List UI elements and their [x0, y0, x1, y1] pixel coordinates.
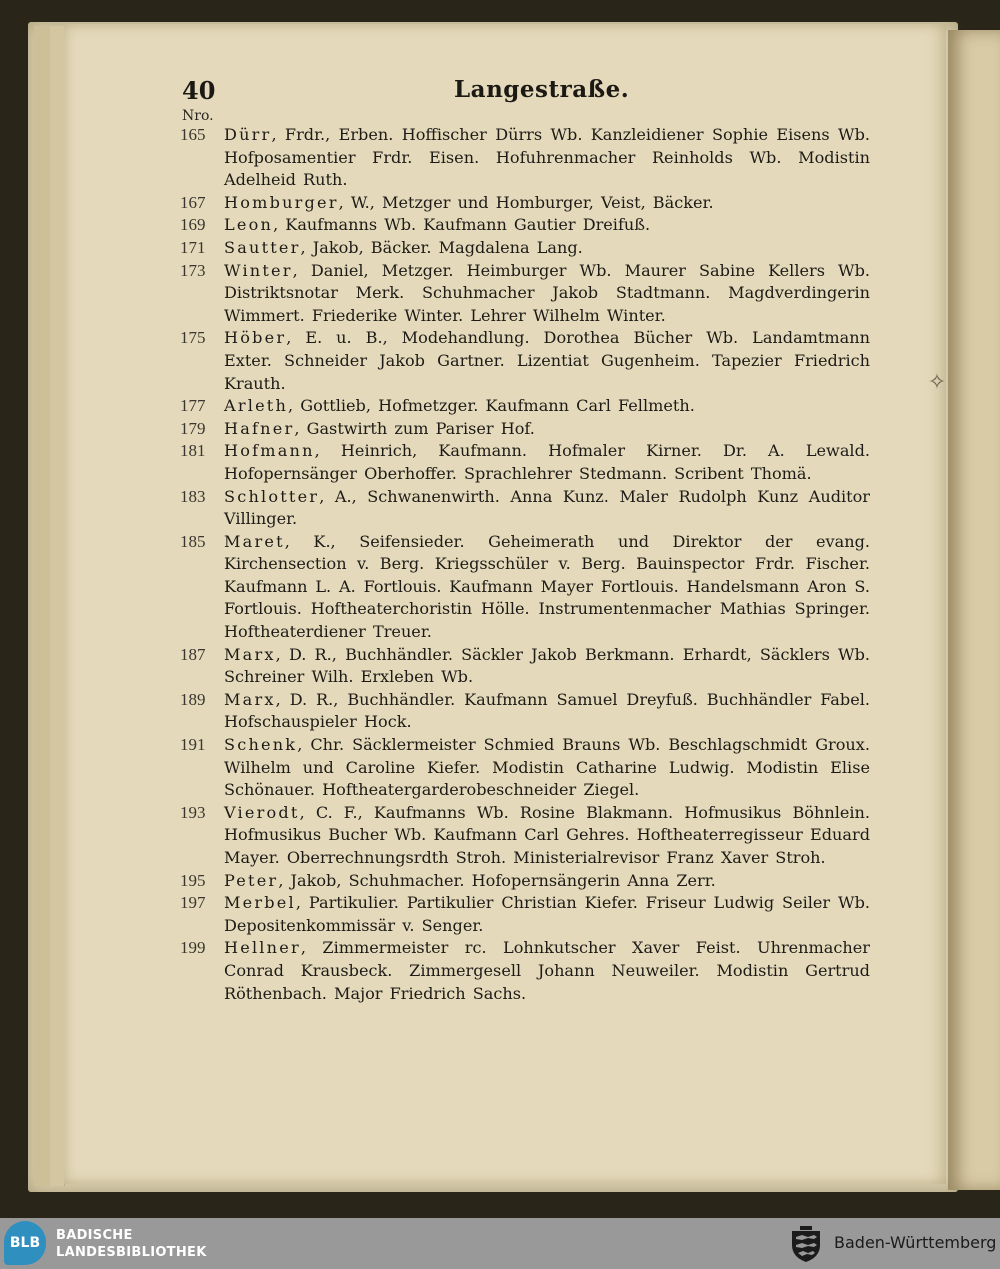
list-item [180, 644, 870, 689]
owner-name: Hofmann [224, 441, 315, 461]
house-number: 185 [180, 531, 206, 551]
owner-name: Peter [224, 870, 279, 890]
paper-mark: ✧ [927, 370, 947, 395]
house-number: 179 [180, 418, 206, 438]
resident-text [224, 237, 870, 260]
resident-list: , C. F., Kaufmanns Wb. Rosine Blakmann. Hofmusikus Böhnlein. Hofmusikus Bucher Wb. Kaufmann Carl Gehres. Hoftheaterregisseur Eduard Mayer. Oberrechnungsrdth Stroh. Ministerialrevisor Franz Xaver Stroh. [224, 802, 870, 867]
owner-name: Höber [224, 328, 287, 348]
list-item [180, 802, 870, 870]
resident-text [224, 734, 870, 802]
list-item [180, 440, 870, 485]
list-item [180, 937, 870, 1005]
page-edge [50, 26, 65, 1186]
owner-name: Marx [224, 689, 276, 709]
page-title: Langestraße. [454, 76, 630, 103]
resident-text [224, 327, 870, 395]
house-number: 175 [180, 328, 206, 348]
list-item [180, 260, 870, 328]
owner-name: Arleth [224, 396, 289, 416]
house-number: 171 [180, 237, 206, 257]
resident-list: , Daniel, Metzger. Heimburger Wb. Maurer Sabine Kellers Wb. Distriktsnotar Merk. Schuhmacher Jakob Stadtmann. Magdverdingerin Wimmert. Friederike Winter. Lehrer Wilhelm Winter. [224, 260, 870, 325]
list-item [180, 531, 870, 644]
resident-text [224, 937, 870, 1005]
house-number: 173 [180, 260, 206, 280]
owner-name: Dürr [224, 125, 272, 144]
house-number: 191 [180, 735, 206, 755]
library-name-line2: LANDESBIBLIOTHEK [56, 1245, 207, 1260]
list-item [180, 892, 870, 937]
resident-list: , Gastwirth zum Pariser Hof. [294, 418, 535, 438]
resident-text [224, 802, 870, 870]
owner-name: Schenk [224, 735, 298, 755]
resident-list: , D. R., Buchhändler. Kaufmann Samuel Dreyfuß. Buchhändler Fabel. Hofschauspieler Hock. [224, 689, 870, 732]
list-item [180, 192, 870, 215]
list-item [180, 327, 870, 395]
resident-text [224, 260, 870, 328]
owner-name: Sautter [224, 237, 301, 257]
resident-text [224, 214, 870, 237]
resident-text [224, 486, 870, 531]
resident-text [224, 440, 870, 485]
owner-name: Leon [224, 215, 274, 235]
page-header [182, 76, 862, 110]
resident-text [224, 689, 870, 734]
house-number: 165 [180, 125, 206, 144]
resident-list: , E. u. B., Modehandlung. Dorothea Bücher Wb. Landamtmann Exter. Schneider Jakob Gartner. Lizentiat Gugenheim. Tapezier Friedrich Krauth. [224, 328, 870, 393]
resident-list: , Gottlieb, Hofmetzger. Kaufmann Carl Fellmeth. [288, 396, 695, 416]
resident-text [224, 644, 870, 689]
owner-name: Maret [224, 531, 285, 551]
resident-list: , Zimmermeister rc. Lohnkutscher Xaver Feist. Uhrenmacher Conrad Krausbeck. Zimmergesell Johann Neuweiler. Modistin Gertrud Röthenbach. Major Friedrich Sachs. [224, 938, 870, 1003]
owner-name: Schlotter [224, 486, 320, 506]
list-item [180, 124, 870, 192]
house-number: 183 [180, 486, 206, 506]
house-number: 195 [180, 870, 206, 890]
owner-name: Winter [224, 260, 293, 280]
owner-name: Vierodt [224, 802, 300, 822]
house-number: 181 [180, 441, 206, 461]
house-number: 177 [180, 396, 206, 416]
owner-name: Homburger [224, 192, 339, 212]
resident-list: , A., Schwanenwirth. Anna Kunz. Maler Rudolph Kunz Auditor Villinger. [224, 486, 870, 529]
page-number: 40 [182, 76, 216, 105]
resident-list: , K., Seifensieder. Geheimerath und Direktor der evang. Kirchensection v. Berg. Kriegsschüler v. Berg. Bauinspector Frdr. Fischer. Kaufmann L. A. Fortlouis. Kaufmann Mayer Fortlouis. Handelsmann Aron S. Fortlouis. Hoftheaterchoristin Hölle. Instrumentenmacher Mathias Springer. Hoftheaterdiener Treuer. [224, 531, 870, 642]
resident-list: , D. R., Buchhändler. Säckler Jakob Berkmann. Erhardt, Säcklers Wb. Schreiner Wilh. Erxleben Wb. [224, 644, 870, 687]
resident-list: , Kaufmanns Wb. Kaufmann Gautier Dreifuß. [273, 215, 651, 235]
crest-icon [790, 1225, 822, 1263]
library-name[interactable] [56, 1227, 207, 1261]
owner-name: Merbel [224, 893, 296, 913]
resident-list: , W., Metzger und Homburger, Veist, Bäcker. [338, 192, 714, 212]
owner-name: Hellner [224, 938, 301, 958]
list-item [180, 689, 870, 734]
resident-text [224, 124, 870, 192]
resident-text [224, 192, 870, 215]
list-item [180, 734, 870, 802]
library-name-line1: BADISCHE [56, 1228, 133, 1243]
state-name[interactable]: Baden-Württemberg [834, 1233, 997, 1252]
list-item [180, 214, 870, 237]
page-edge [34, 26, 51, 1186]
address-entries [180, 124, 870, 1005]
house-number: 187 [180, 644, 206, 664]
owner-name: Hafner [224, 418, 295, 438]
blb-logo[interactable]: BLB [4, 1221, 46, 1265]
house-number: 169 [180, 215, 206, 235]
resident-text [224, 870, 870, 893]
facing-page-edge [948, 30, 1000, 1190]
house-number: 197 [180, 893, 206, 913]
list-item [180, 486, 870, 531]
list-item [180, 418, 870, 441]
house-number: 199 [180, 938, 206, 958]
resident-list: , Chr. Säcklermeister Schmied Brauns Wb. Beschlagschmidt Groux. Wilhelm und Caroline Kiefer. Modistin Catharine Ludwig. Modistin Elise Schönauer. Hoftheatergarderobeschneider Ziegel. [224, 735, 870, 800]
list-item [180, 237, 870, 260]
list-item [180, 395, 870, 418]
resident-list: , Heinrich, Kaufmann. Hofmaler Kirner. Dr. A. Lewald. Hofopernsänger Oberhoffer. Sprachlehrer Stedmann. Scribent Thomä. [224, 441, 870, 483]
resident-list: , Jakob, Schuhmacher. Hofopernsängerin Anna Zerr. [278, 870, 716, 890]
house-number: 193 [180, 802, 206, 822]
resident-text [224, 531, 870, 644]
house-number: 189 [180, 689, 206, 709]
resident-list: , Partikulier. Partikulier Christian Kiefer. Friseur Ludwig Seiler Wb. Depositenkommissär v. Senger. [224, 893, 870, 935]
resident-text [224, 395, 870, 418]
owner-name: Marx [224, 644, 276, 664]
resident-list: , Jakob, Bäcker. Magdalena Lang. [300, 237, 583, 257]
list-item [180, 870, 870, 893]
resident-list: , Frdr., Erben. Hoffischer Dürrs Wb. Kanzleidiener Sophie Eisens Wb. Hofposamentier Frdr. Eisen. Hofuhrenmacher Reinholds Wb. Modistin Adelheid Ruth. [224, 125, 870, 190]
number-column-label: Nro. [182, 108, 214, 124]
resident-text [224, 892, 870, 937]
resident-text [224, 418, 870, 441]
house-number: 167 [180, 192, 206, 212]
